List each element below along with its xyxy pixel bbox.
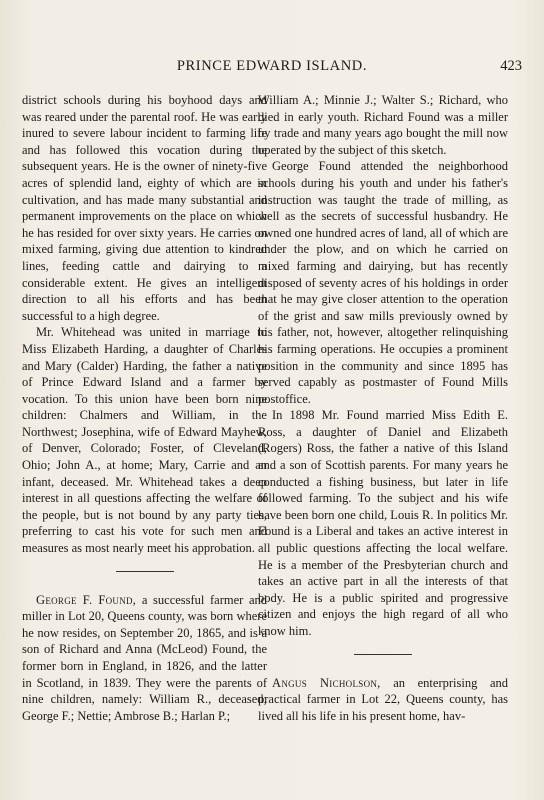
paragraph-text: a successful farmer and miller in Lot 20, Queens county, was born where he now resides, on September 20, 1865, and is a son of Richard and Anna (McLeod) Found, the former born in England, in 1826, and the latter in Scotland, in 1839. They were the parents of nine children, namely: William R., deceased; George F.; Nettie; Ambrose B.; Harlan P.; xyxy=(22,592,268,723)
paragraph-biography-nicholson xyxy=(258,675,508,725)
paragraph-family: In 1898 Mr. Found married Miss Edith E. Ross, a daughter of Daniel and Elizabeth (Rogers) Ross, the father a native of this Island and a son of Scottish parents. For many years he conducted a fishing business, but later in life followed farming. To the subject and his wife have been born one child, Louis R. In politics Mr. Found is a Liberal and takes an active interest in all public questions affecting the local welfare. He is a member of the Presbyterian church and takes an active part in all the interests of that body. He is a public spirited and progressive citizen and enjoys the high regard of all who know him. xyxy=(258,408,508,638)
subject-name-nicholson: Angus Nicholson, xyxy=(272,675,381,690)
paragraph-text-nicholson: an enterprising and practical farmer in Lot 22, Queens county, has lived all his life in his present home, hav- xyxy=(258,675,508,723)
paragraph-continued: district schools during his boyhood days and was reared under the parental roof. He was early inured to severe labour incident to farming life and has followed this vocation during the subsequent years. He is the owner of ninety-five acres of splendid land, eighty of which are in cultivation, and has made many substantial and permanent improvements on the place on which he has resided for over sixty years. He carries on mixed farming, giving due attention to kindred lines, feeding cattle and dairying to a considerable extent. He gives an intelligent direction to all his efforts and has been successful to a high degree. xyxy=(22,93,267,323)
paragraph-education: George Found attended the neighborhood schools during his youth and under his father's instruction was taught the trade of milling, as well as the secrets of successful husbandry. He owned one hundred acres of land, all of which are under the plow, and on which he carried on mixed farming and dairying, but has recently disposed of seventy acres of his holdings in order that he may give closer attention to the operation of the grist and saw mills previously owned by his father, not, however, altogether relinquishing his farming operations. He occupies a prominent position in the community and since 1895 has served capably as postmaster of Found Mills postoffice. xyxy=(258,159,508,406)
section-divider-right xyxy=(354,654,412,655)
section-divider xyxy=(116,571,174,572)
subject-name: George F. Found, xyxy=(36,592,137,607)
paragraph-biography-found xyxy=(22,592,267,725)
paragraph-continued-right: William A.; Minnie J.; Walter S.; Richard, who died in early youth. Richard Found was a miller by trade and many years ago bought the mill now operated by the subject of this sketch. xyxy=(258,93,508,157)
paragraph-marriage: Mr. Whitehead was united in marriage to Miss Elizabeth Harding, a daughter of Charles and Mary (Calder) Harding, the father a native of Prince Edward Island and a farmer by vocation. To this union have been born nine children: Chalmers and William, in the Northwest; Josephina, wife of Edward Mayhew, of Denver, Colorado; Foster, of Cleveland, Ohio; John A., at home; Mary, Carrie and an infant, deceased. Mr. Whitehead takes a deep interest in all questions affecting the welfare of the people, but is not bound by any party ties, preferring to cast his vote for such men and measures as most nearly meet his approbation. xyxy=(22,325,267,556)
running-title: PRINCE EDWARD ISLAND. xyxy=(176,58,368,74)
running-head xyxy=(0,58,544,78)
right-column xyxy=(258,92,508,724)
page-number: 423 xyxy=(500,58,522,74)
left-column xyxy=(22,92,267,724)
